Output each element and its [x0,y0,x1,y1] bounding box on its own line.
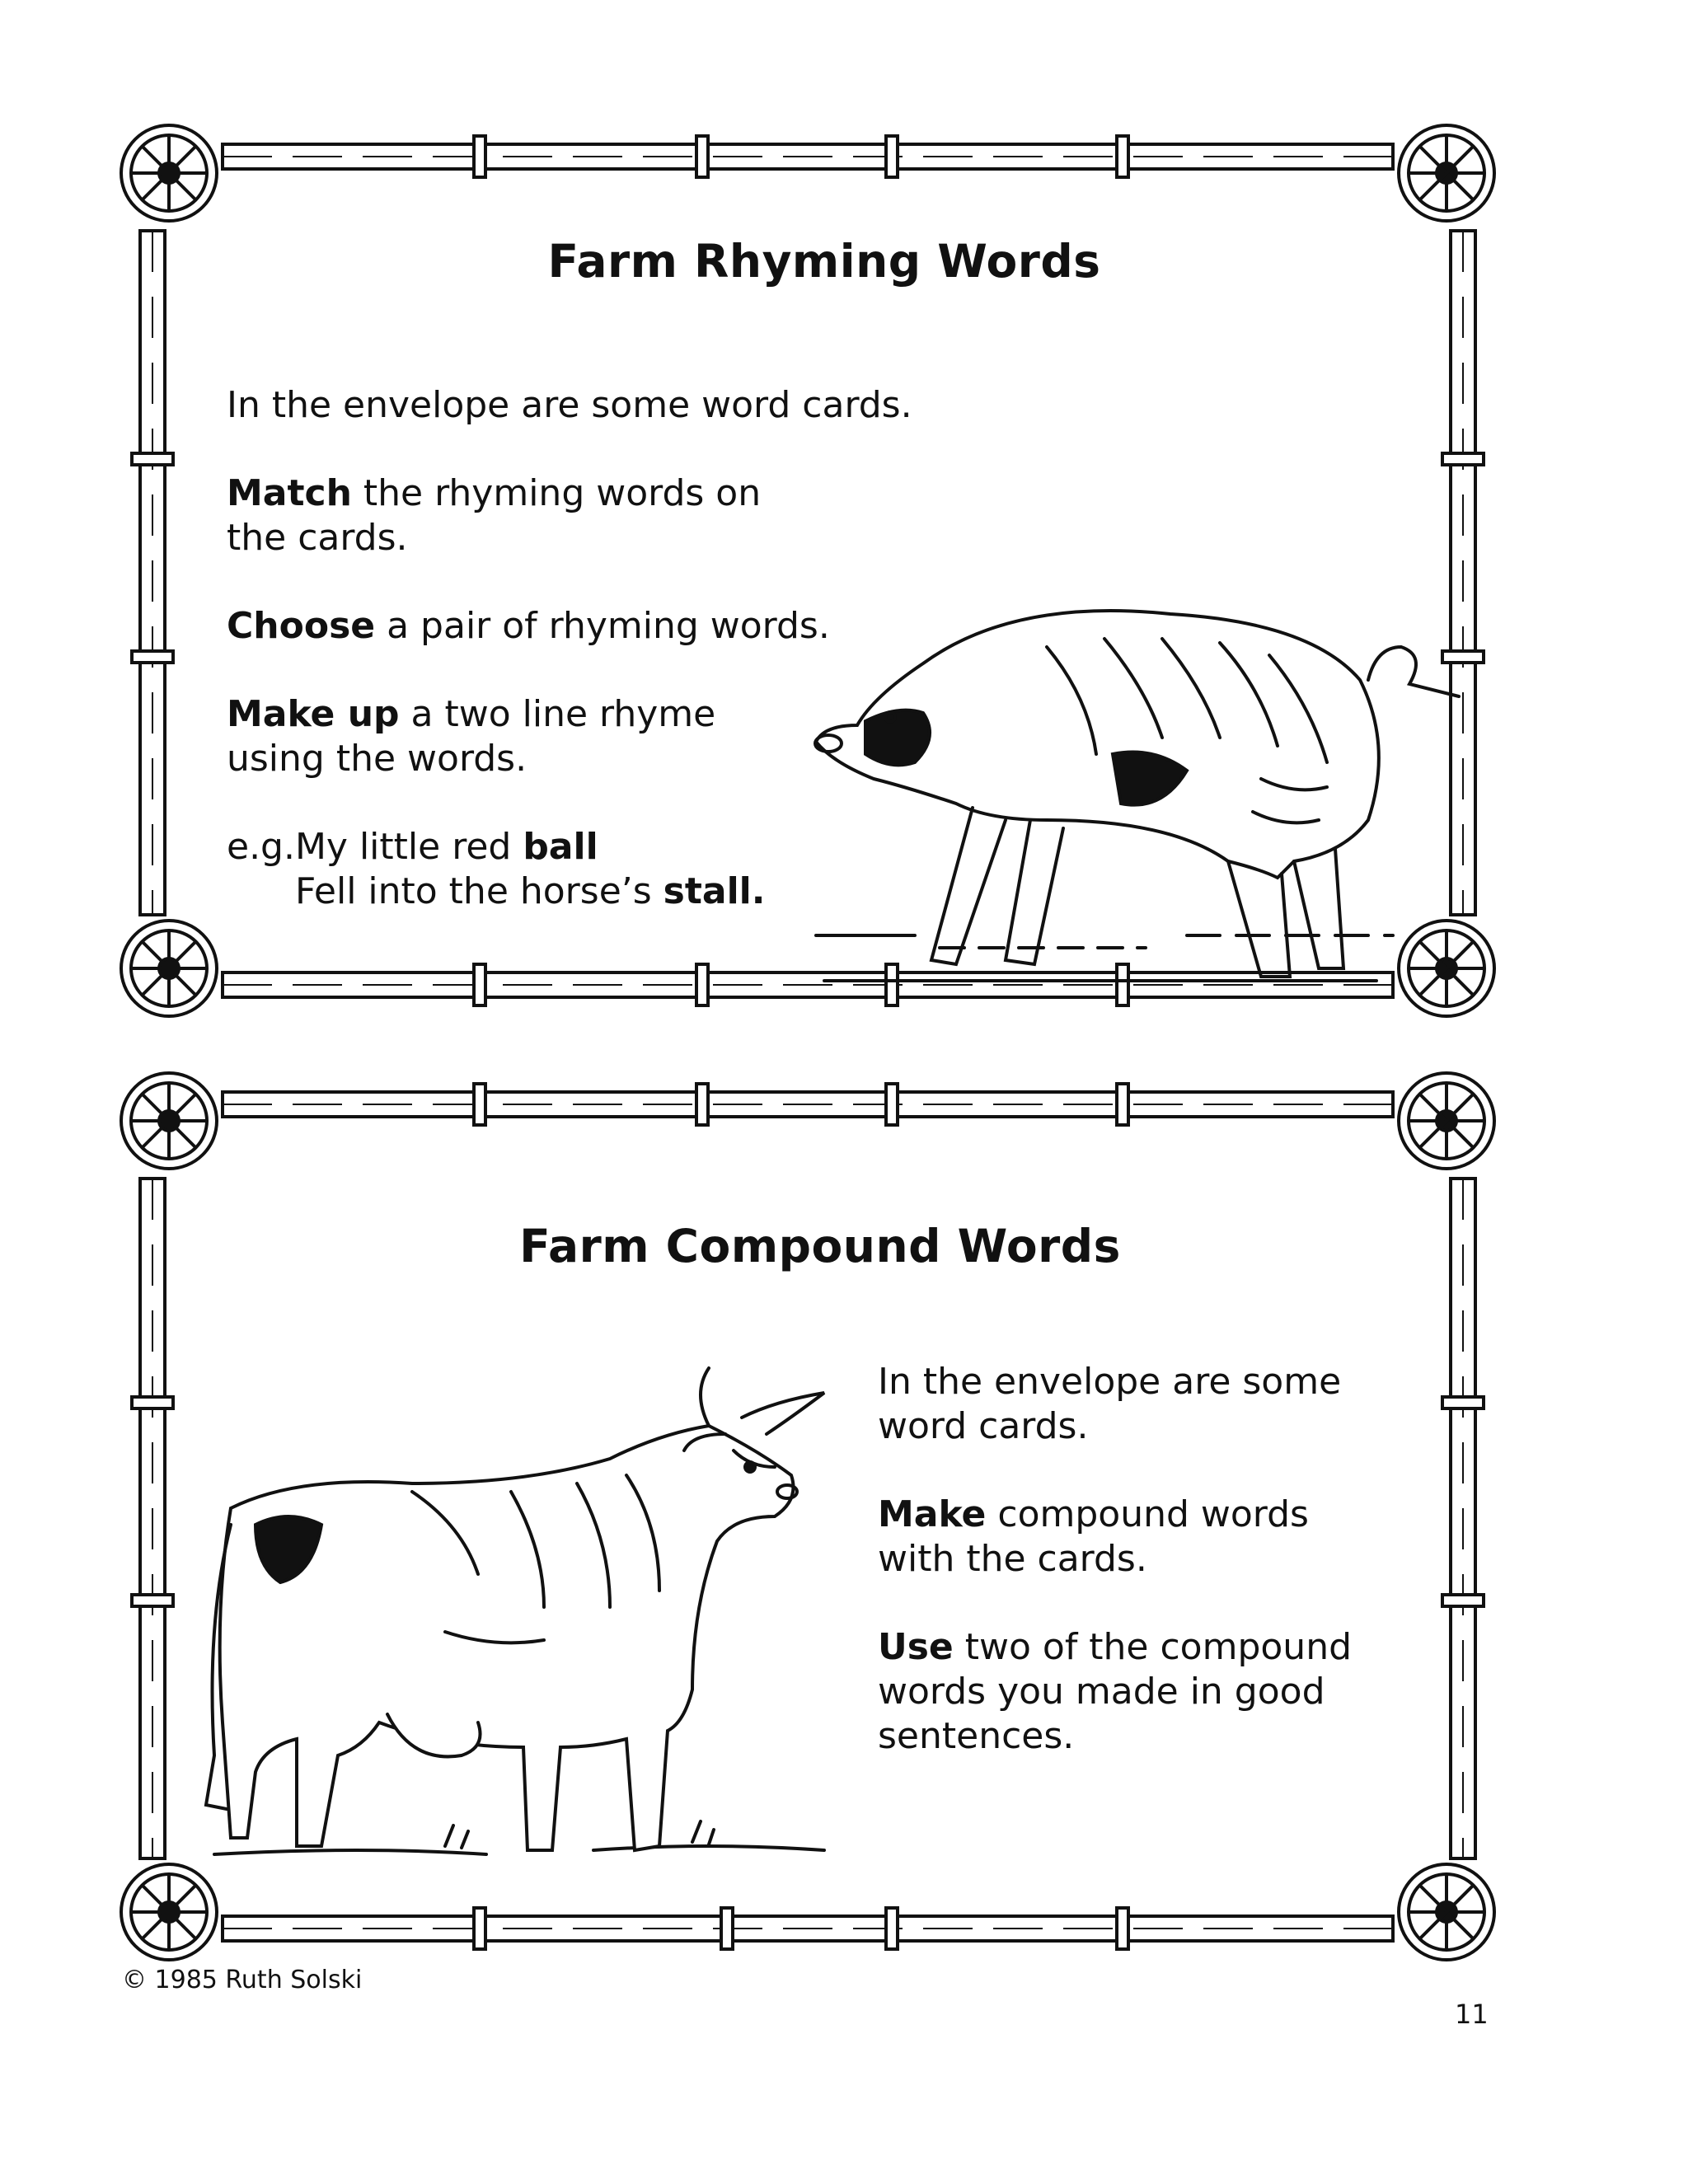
example-rhyme: e.g.My little red ball Fell into the horse’s stall. [227,826,766,912]
rhyming-words-card [115,120,1500,1022]
instruction-line: In the envelope are some word cards. [878,1361,1342,1447]
instruction-line: In the envelope are some word cards. [227,384,912,426]
card-title: Farm Compound Words [519,1220,1121,1272]
instruction-line: Make compound words with the cards. [878,1493,1309,1580]
copyright-notice: © 1985 Ruth Solski [122,1966,363,1994]
page-number: 11 [1455,1999,1489,2030]
instruction-line: Use two of the compound words you made in good sentences. [878,1626,1353,1757]
card-title: Farm Rhyming Words [547,235,1101,288]
instruction-line: Make up a two line rhyme using the words. [227,693,716,780]
cow-illustration [198,1360,981,1896]
compound-words-card [115,1067,1500,1966]
instruction-line: Match the rhyming words on the cards. [227,472,762,559]
instruction-line: Choose a pair of rhyming words. [227,605,830,647]
pig-illustration [799,548,1533,1034]
